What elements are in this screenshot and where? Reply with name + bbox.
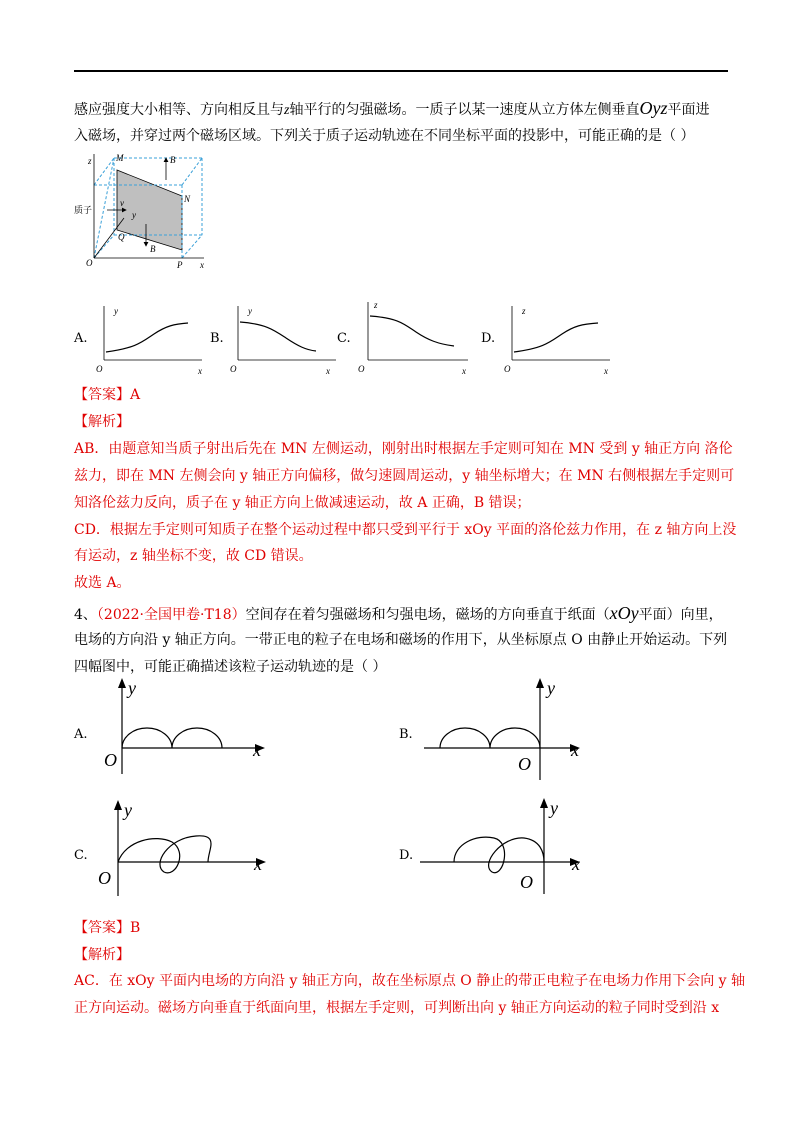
cube-o-label: O [86,258,93,268]
q4-analysis-line: 正方向运动。磁场方向垂直于纸面向里，根据左手定则，可判断出向 y 轴正方向运动的粒子同时受到沿 x [74,1000,720,1016]
q4-option-c-graph [96,798,271,898]
q3-option-a-label: A. [74,331,88,346]
q3-analysis-line: 有运动，z 轴坐标不变，故 CD 错误。 [74,548,313,564]
q4-analysis-title: 【解析】 [74,947,130,963]
cube-q-label: Q [118,232,125,242]
svg-text:y: y [248,306,252,316]
q4-option-d-label: D. [399,848,414,863]
q4-option-a-label: A. [74,727,88,742]
svg-text:O: O [504,364,511,374]
q4-answer: 【答案】B [74,920,141,936]
svg-text:O: O [230,364,237,374]
q3-analysis-line: 知洛伦兹力反向，质子在 y 轴正方向上做减速运动，故 A 正确，B 错误； [74,495,531,511]
q4-analysis-line: AC．在 xOy 平面内电场的方向沿 y 轴正方向，故在坐标原点 O 静止的带正电粒子在电场力作用下会向 y 轴 [74,973,745,989]
cube-n-label: N [184,194,191,204]
svg-text:O: O [96,364,103,374]
shaded-plane [117,170,182,250]
cube-z-label: z [88,156,92,166]
cube-b-top-label: B [170,155,176,165]
svg-text:O: O [98,868,111,888]
cube-b-bottom-label: B [150,244,156,254]
svg-text:y: y [550,798,558,818]
q3-option-a-graph [96,302,206,377]
svg-text:x: x [571,740,579,760]
svg-text:x: x [326,366,330,376]
svg-text:y: y [114,306,118,316]
q3-analysis-line: 故选 A。 [74,575,131,591]
q3-analysis-line: CD．根据左手定则可知质子在整个运动过程中都只受到平行于 xOy 平面的洛伦兹力作用，在 z 轴方向上没 [74,522,737,538]
q3-stem-line1: 感应强度大小相等、方向相反且与z轴平行的匀强磁场。一质子以某一速度从立方体左侧垂直Oyz平面进 [74,98,710,118]
cube-v-label: v [120,198,124,208]
cube-p-label: P [177,260,183,270]
q3-stem-line2: 入磁场，并穿过两个磁场区域。下列关于质子运动轨迹在不同坐标平面的投影中，可能正确的是（ ） [74,128,695,144]
cube-y-label: y [132,210,136,220]
svg-text:z: z [374,300,378,310]
svg-text:O: O [104,750,117,770]
svg-text:x: x [572,854,580,874]
q3-option-c-graph [358,296,473,376]
q4-option-c-label: C. [74,848,88,863]
cube-figure [74,150,214,275]
q3-option-b-label: B. [210,331,224,346]
svg-text:O: O [518,754,531,774]
svg-text:O: O [520,872,533,892]
q3-analysis-line: 兹力，即在 MN 左侧会向 y 轴正方向偏移，做匀速圆周运动，y 轴坐标增大；在 MN 右侧根据左手定则可 [74,468,735,484]
svg-text:x: x [254,854,262,874]
q3-option-d-label: D. [481,331,496,346]
cube-proton-label: 质子 [74,205,93,215]
svg-text:O: O [358,364,365,374]
header-rule [74,70,728,72]
q3-analysis-line: AB．由题意知当质子射出后先在 MN 左侧运动，刚射出时根据左手定则可知在 MN 受到 y 轴正方向 洛伦 [74,441,733,457]
svg-text:x: x [462,366,466,376]
svg-text:y: y [547,678,555,698]
q4-stem-line1: 4、（2022·全国甲卷·T18）空间存在着匀强磁场和匀强电场，磁场的方向垂直于纸面（xOy平面）向里， [74,603,723,623]
q4-option-a-graph [100,676,270,776]
q4-stem-line3: 四幅图中，可能正确描述该粒子运动轨迹的是（ ） [74,659,387,675]
q3-option-b-graph [230,302,340,377]
q3-option-d-graph [504,302,614,377]
q3-option-c-label: C. [337,331,351,346]
q4-option-b-label: B. [399,727,413,742]
svg-text:x: x [253,740,261,760]
q4-option-d-graph [420,796,590,896]
q4-option-b-graph [420,676,590,781]
svg-text:z: z [522,306,526,316]
svg-text:x: x [604,366,608,376]
q4-stem-line2: 电场的方向沿 y 轴正方向。一带正电的粒子在电场和磁场的作用下，从坐标原点 O 由静止开始运动。下列 [74,632,728,648]
svg-text:x: x [198,366,202,376]
cube-m-label: M [116,153,124,163]
svg-text:y: y [128,678,136,698]
svg-text:y: y [124,800,132,820]
q3-answer: 【答案】A [74,387,141,403]
q3-analysis-title: 【解析】 [74,414,130,430]
cube-x-label: x [200,260,204,270]
